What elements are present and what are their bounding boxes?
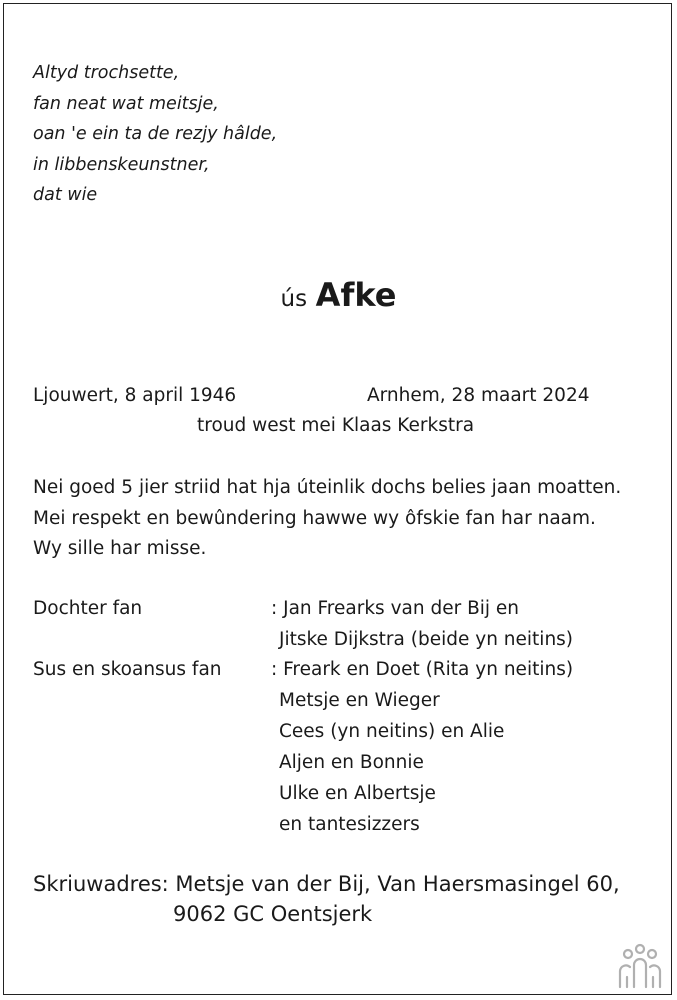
message-line: Wy sille har misse.: [33, 538, 207, 559]
poem-line: oan 'e ein ta de rezjy hâlde,: [33, 124, 278, 144]
sibling-line: : Freark en Doet (Rita yn neitins): [271, 659, 574, 680]
poem-line: fan neat wat meitsje,: [33, 93, 219, 114]
name-prefix: ús: [280, 286, 308, 312]
address-line: Skriuwadres: Metsje van der Bij, Van Haersmasingel 60,: [33, 872, 620, 896]
death-place-date: Arnhem, 28 maart 2024: [367, 385, 590, 406]
sibling-label: Sus en skoansus fan: [33, 659, 222, 680]
married-to: troud west mei Klaas Kerkstra: [197, 415, 475, 436]
address-line: 9062 GC Oentsjerk: [173, 902, 373, 926]
sibling-line: Cees (yn neitins) en Alie: [279, 721, 505, 742]
message: [33, 473, 621, 565]
daughter-line: Jitske Dijkstra (beide yn neitins): [279, 629, 574, 650]
sibling-line: Aljen en Bonnie: [279, 752, 424, 773]
message-line: Mei respekt en bewûndering hawwe wy ôfskie fan har naam.: [33, 507, 596, 529]
birth-place-date: Ljouwert, 8 april 1946: [33, 385, 237, 406]
people-group-icon: [615, 943, 665, 989]
first-name: Afke: [315, 276, 397, 314]
daughter-label: Dochter fan: [33, 598, 143, 619]
sibling-line: en tantesizzers: [279, 814, 420, 835]
poem-line: Altyd trochsette,: [33, 63, 180, 83]
sibling-line: Ulke en Albertsje: [279, 783, 436, 804]
sibling-line: Metsje en Wieger: [279, 690, 440, 711]
poem-line: in libbenskeunstner,: [33, 154, 210, 175]
message-line: Nei goed 5 jier striid hat hja úteinlik dochs belies jaan moatten.: [33, 477, 622, 498]
poem: [33, 58, 277, 211]
deceased-name: [0, 276, 677, 314]
poem-line: dat wie: [33, 185, 98, 205]
daughter-line: : Jan Frearks van der Bij en: [271, 598, 520, 619]
